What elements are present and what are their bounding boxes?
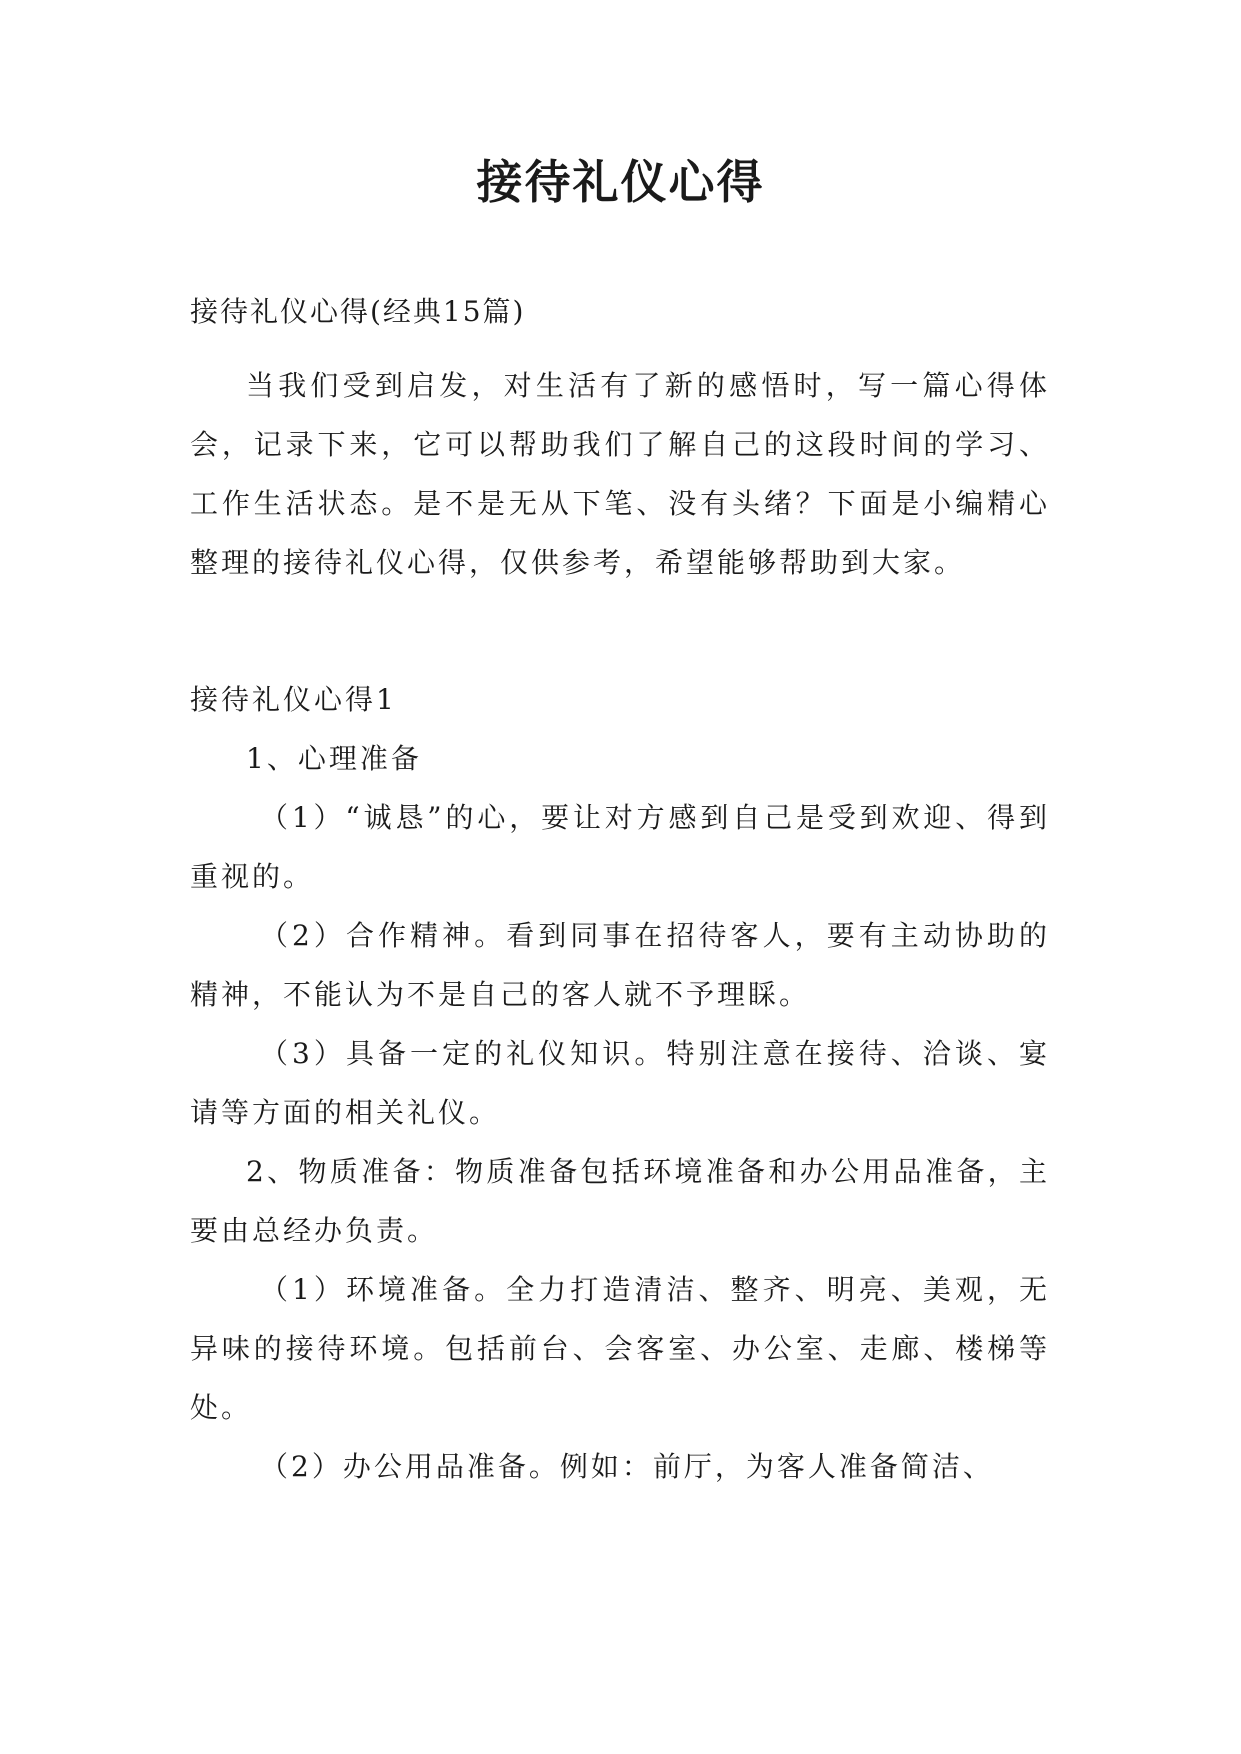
paragraph-7: （2）办公用品准备。例如：前厅，为客人准备简洁、 [260,1450,994,1483]
intro-paragraph: 当我们受到启发，对生活有了新的感悟时，写一篇心得体会，记录下来，它可以帮助我们了解自己的这段时间的学习、工作生活状态。是不是无从下笔、没有头绪？下面是小编精心整理的接待礼仪心得，仅供参考，希望能够帮助到大家。 [190,369,1050,579]
paragraph-1: 1、心理准备 [246,742,422,775]
section-heading: 接待礼仪心得1 [190,683,397,716]
paragraph-2: （1）“诚恳”的心，要让对方感到自己是受到欢迎、得到重视的。 [190,801,1050,893]
document-title: 接待礼仪心得 [476,155,765,209]
paragraph-5: 2、物质准备：物质准备包括环境准备和办公用品准备，主要由总经办负责。 [190,1155,1050,1247]
paragraph-6: （1）环境准备。全力打造清洁、整齐、明亮、美观，无异味的接待环境。包括前台、会客室、办公室、走廊、楼梯等处。 [190,1273,1050,1424]
intro-block [190,356,1050,592]
paragraph-3: （2）合作精神。看到同事在招待客人，要有主动协助的精神，不能认为不是自己的客人就不予理睬。 [190,919,1050,1011]
document-subtitle: 接待礼仪心得(经典15篇) [190,295,526,328]
section-1-block [190,670,1050,1496]
paragraph-4: （3）具备一定的礼仪知识。特别注意在接待、洽谈、宴请等方面的相关礼仪。 [190,1037,1050,1129]
